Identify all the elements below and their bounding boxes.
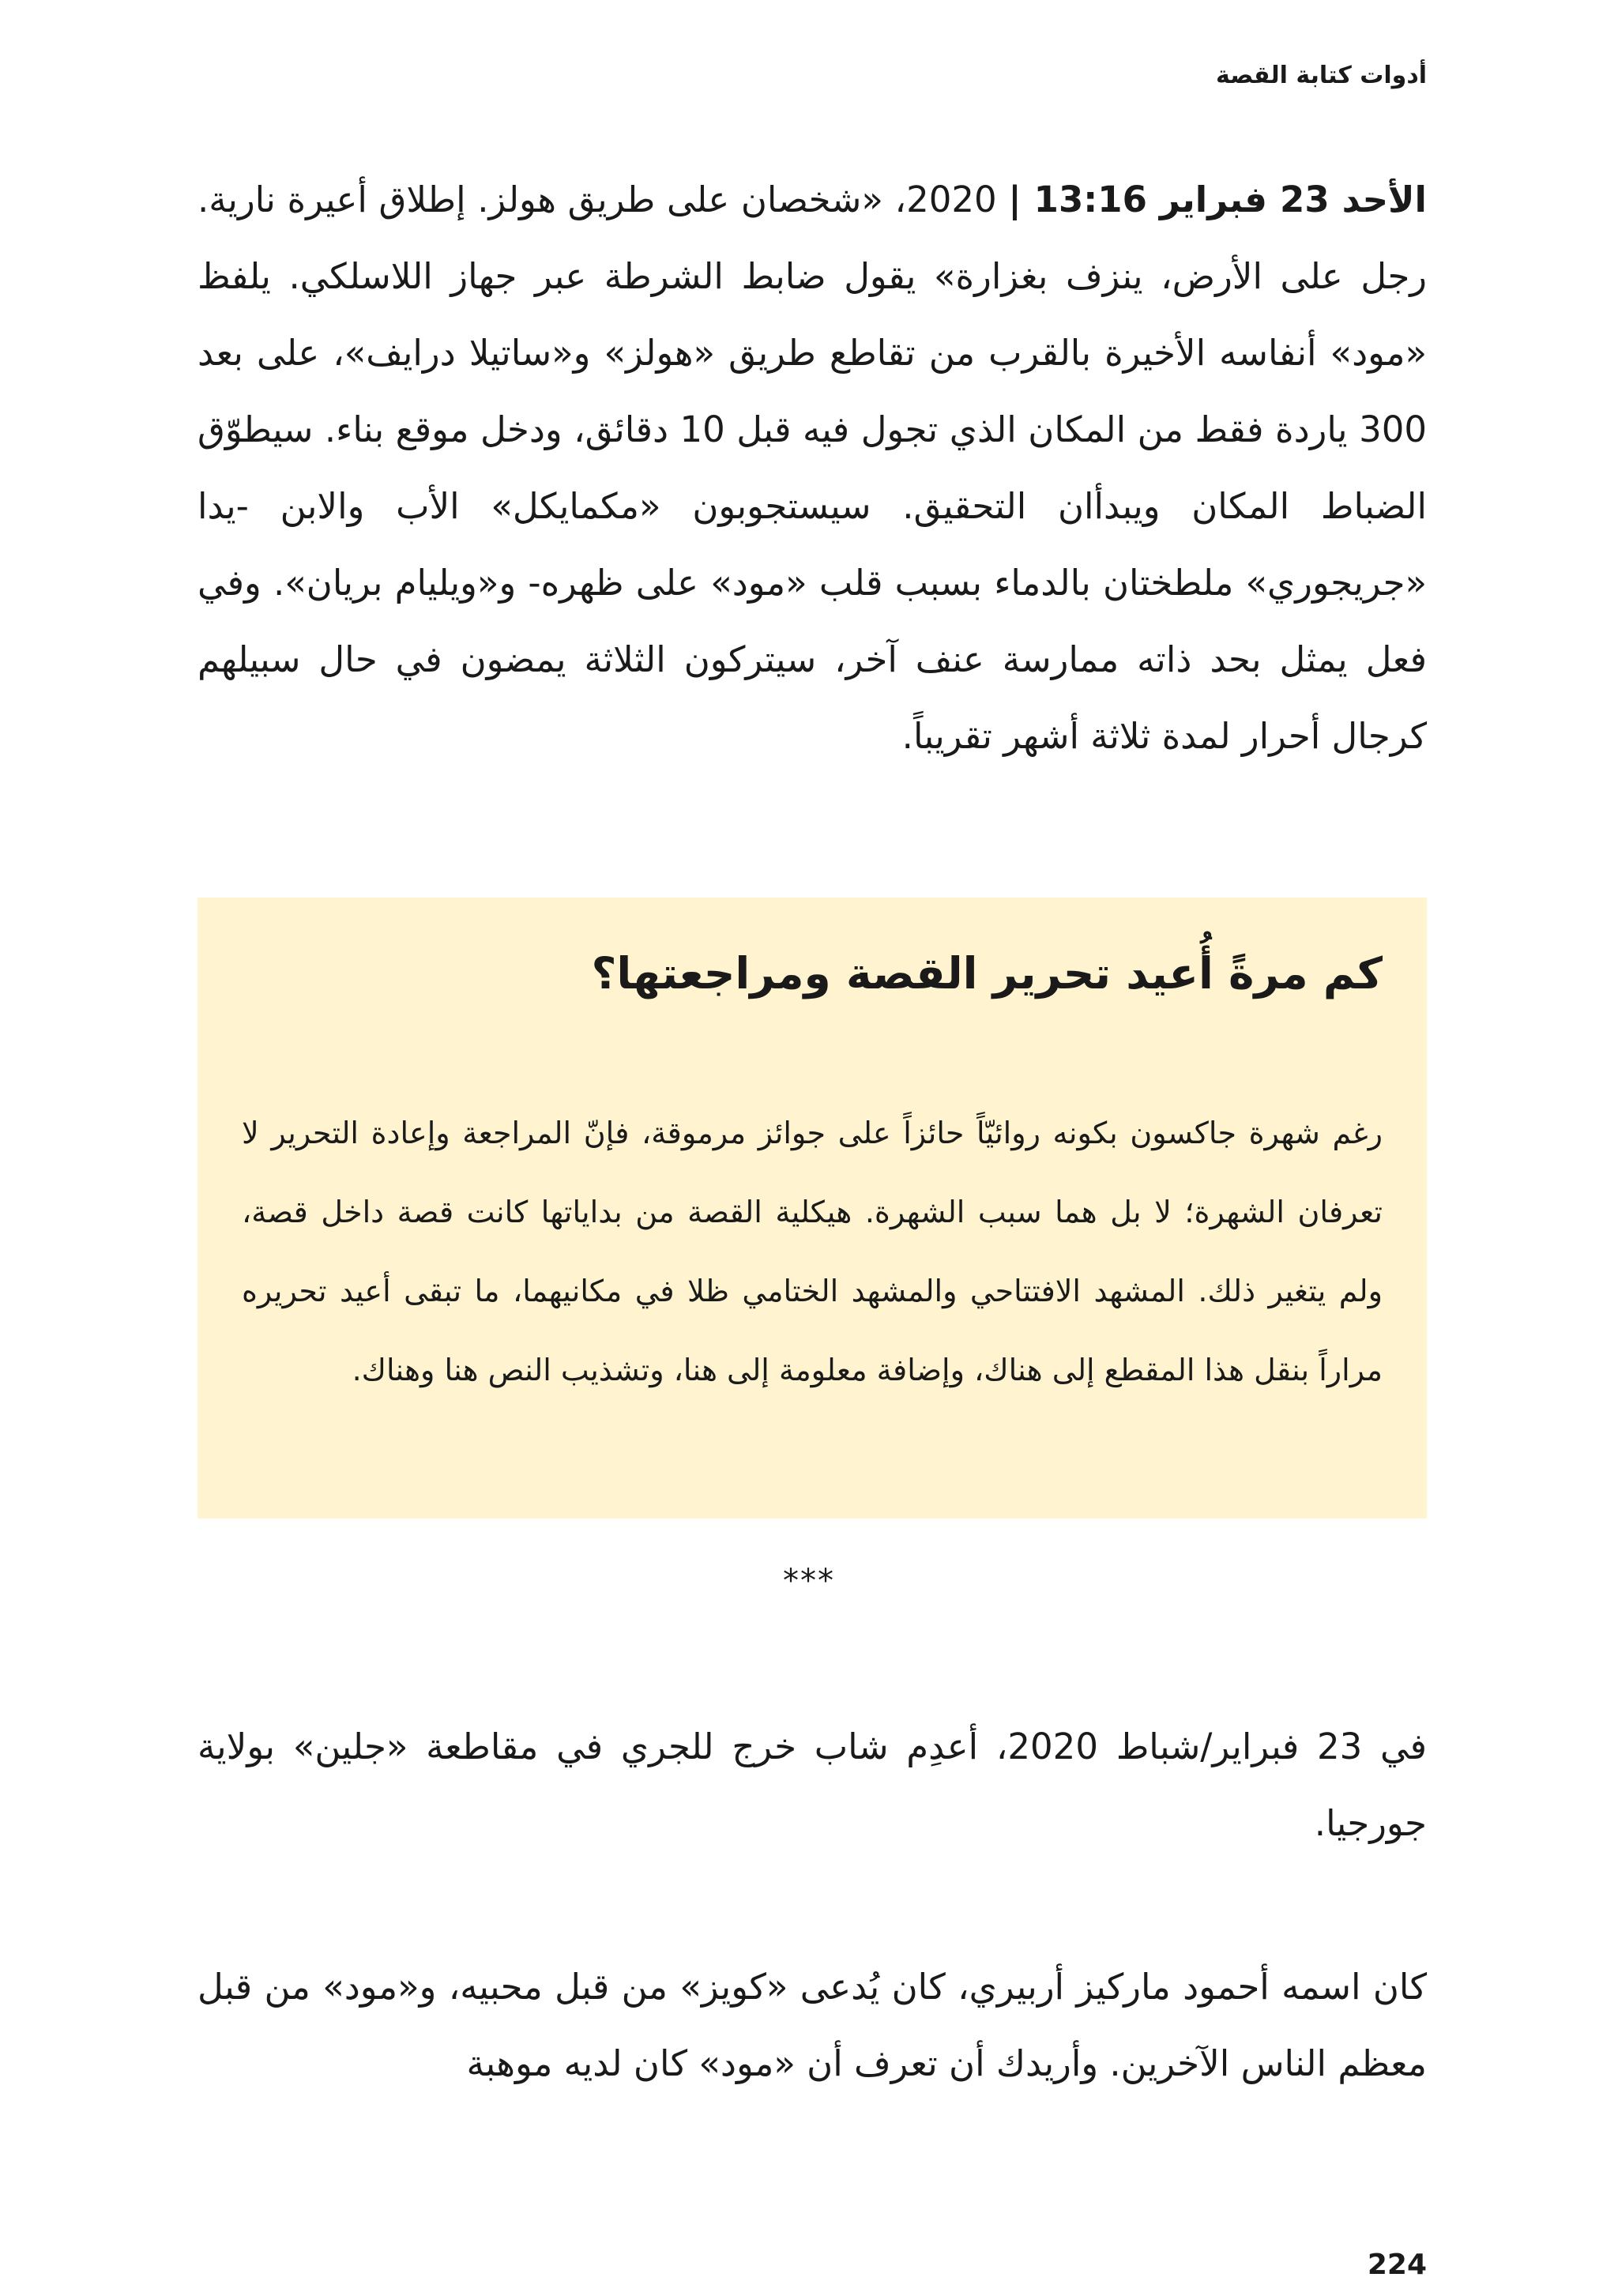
section-separator: *** [783,1563,835,1599]
body-paragraph: كان اسمه أحمود ماركيز أربيري، كان يُدعى «كويز» من قبل محبيه، و«مود» من قبل معظم الناس الآخرين. وأريدك أن تعرف أن «مود» كان لديه موهبة [198,1966,1427,2084]
page-number: 224 [1367,2249,1427,2281]
sidebar-box [198,898,1427,1519]
opening-paragraph [198,161,1427,774]
body-paragraph: في 23 فبراير/شباط 2020، أعدِم شاب خرج للجري في مقاطعة «جلين» بولاية جورجيا. [198,1726,1428,1844]
dateline: الأحد 23 فبراير 13:16 | [1008,179,1427,220]
running-head-title: أدوات كتابة القصة [1216,62,1427,89]
opening-paragraph-text: 2020، «شخصان على طريق هولز. إطلاق أعيرة نارية. رجل على الأرض، ينزف بغزارة» يقول ضابط الشرطة عبر جهاز اللاسلكي. يلفظ «مود» أنفاسه الأخيرة بالقرب من تقاطع طريق «هولز» و«ساتيلا درايف»، على بعد 300 ياردة فقط من المكان الذي تجول فيه قبل 10 دقائق، ودخل موقع بناء. سيطوّق الضباط المكان ويبدأان التحقيق. سيستجوبون «مكمايكل» الأب والابن -يدا «جريجوري» ملطختان بالدماء بسبب قلب «مود» على ظهره- و«ويليام بريان». وفي فعل يمثل بحد ذاته ممارسة عنف آخر، سيتركون الثلاثة يمضون في حال سبيلهم كرجال أحرار لمدة ثلاثة أشهر تقريباً. [198,179,1427,757]
sidebar-title: كم مرةً أُعيد تحرير القصة ومراجعتها؟ [591,948,1383,999]
sidebar-body: رغم شهرة جاكسون بكونه روائيّاً حائزاً على جوائز مرموقة، فإنّ المراجعة وإعادة التحرير لا تعرفان الشهرة؛ لا بل هما سبب الشهرة. هيكلية القصة من بداياتها كانت قصة داخل قصة، ولم يتغير ذلك. المشهد الافتتاحي والمشهد الختامي ظلا في مكانيهما، ما تبقى أعيد تحريره مراراً بنقل هذا المقطع إلى هناك، وإضافة معلومة إلى هنا، وتشذيب النص هنا وهناك. [242,1116,1383,1387]
